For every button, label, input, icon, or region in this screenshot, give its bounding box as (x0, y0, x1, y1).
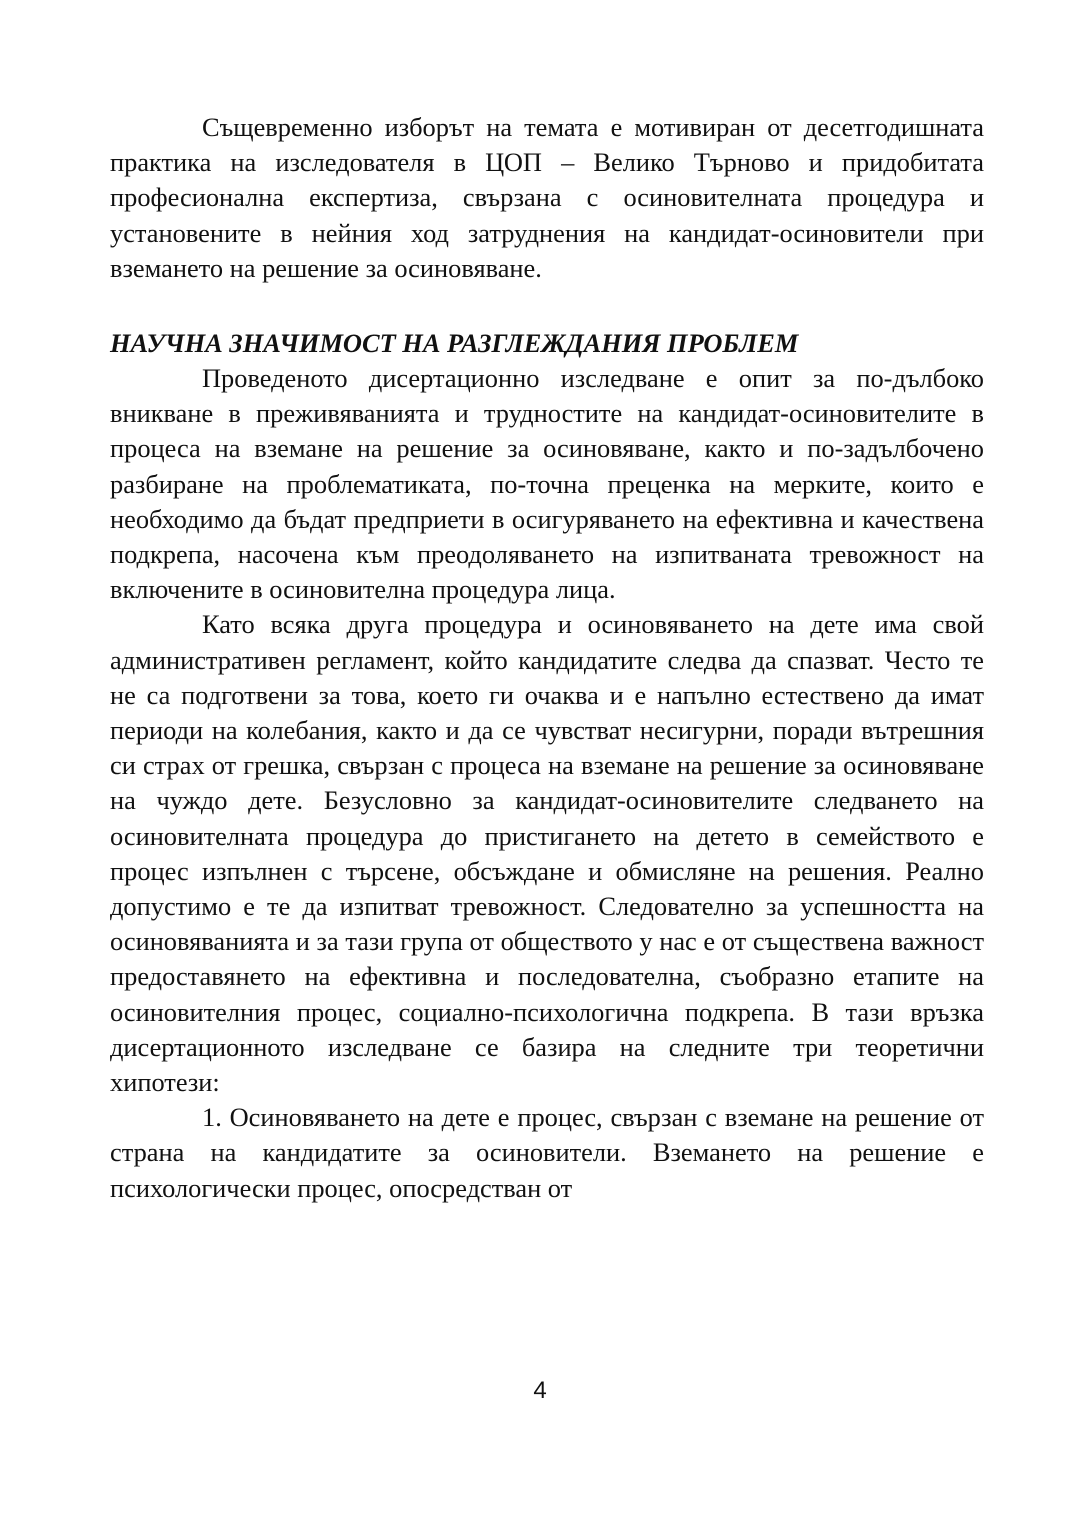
section-heading: НАУЧНА ЗНАЧИМОСТ НА РАЗГЛЕЖДАНИЯ ПРОБЛЕМ (110, 328, 799, 359)
page-body (110, 110, 984, 1206)
hypothesis-1-paragraph: 1. Осиновяването на дете е процес, свързан с вземане на решение от страна на кандидатите за осиновители. Вземането на решение е психологически процес, опосредстван от (110, 1102, 984, 1203)
significance-paragraph: Проведеното дисертационно изследване е опит за по-дълбоко вникване в преживяванията и трудностите на кандидат-осиновителите в процеса на вземане на решение за осиновяване, както и по-задълбочено разбиране на проблематиката, по-точна преценка на мерките, които е необходимо да бъдат предприети в осигуряването на ефективна и качествена подкрепа, насочена към преодоляването на изпитваната тревожност на включените в осиновителна процедура лица. (110, 363, 984, 605)
page-number: 4 (533, 1377, 547, 1404)
intro-paragraph: Същевременно изборът на темата е мотивиран от десетгодишната практика на изследователя в ЦОП – Велико Търново и придобитата професионална експертиза, свързана с осиновителната процедура и установените в нейния ход затруднения на кандидат-осиновители при вземането на решение за осиновяване. (110, 112, 984, 283)
procedure-paragraph: Като всяка друга процедура и осиновяването на дете има свой административен регламент, който кандидатите следва да спазват. Често те не са подготвени за това, което ги очаква и е напълно естествено да имат периоди на колебания, както и да се чувстват несигурни, поради вътрешния си страх от грешка, свързан с процеса на вземане на решение за осиновяване на чуждо дете. Безусловно за кандидат-осиновителите следването на осиновителната процедура до пристигането на детето в семейството е процес изпълнен с търсене, обсъждане и обмисляне на решения. Реално допустимо е те да изпитват тревожност. Следователно за успешността на осиновяванията и за тази група от обществото у нас е от съществена важност предоставянето на ефективна и последователна, съобразно етапите на осиновителния процес, социално-психологична подкрепа. В тази връзка дисертационното изследване се базира на следните три теоретични хипотези: (110, 609, 984, 1098)
